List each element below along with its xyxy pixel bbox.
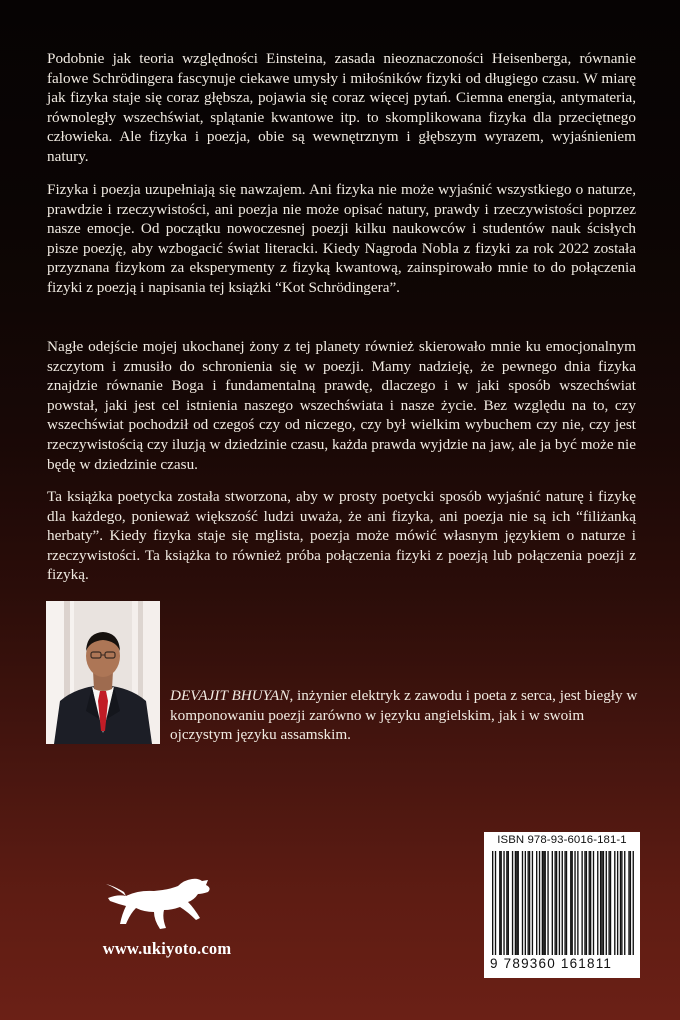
- blurb-paragraph-2: Fizyka i poezja uzupełniają się nawzajem. Ani fizyka nie może wyjaśnić wszystkiego o naturze, prawdzie i rzeczywistości, ani poezja nie może opisać natury, prawdy i rzeczywistości poprzez nasze emocje. Od początku nowoczesnej poezji kilku naukowców i studentów nauk ścisłych pisze poezję, aby wzbogacić świat literacki. Kiedy Nagroda Nobla z fizyki za rok 2022 została przyznana fizykom za eksperymenty z fizyką kwantową, zainspirowało mnie to do połączenia fizyki z poezją i napisania tej książki “Kot Schrödingera”.: [47, 181, 636, 296]
- barcode-bar: [630, 851, 631, 955]
- barcode-bar: [601, 851, 602, 955]
- isbn-label: ISBN 978-93-6016-181-1: [497, 834, 627, 846]
- barcode-bar: [503, 851, 504, 955]
- barcode-bar: [522, 851, 523, 955]
- barcode-bar: [584, 851, 585, 955]
- barcode-bar: [539, 851, 540, 955]
- author-photo: [46, 601, 160, 744]
- author-bio: [170, 686, 640, 745]
- barcode-bar: [610, 851, 611, 955]
- barcode-digits: 9 789360 161811: [490, 956, 613, 971]
- barcode-bar: [586, 851, 587, 955]
- barcode-bar: [547, 851, 548, 955]
- barcode-bar: [590, 851, 591, 955]
- barcode-bar: [624, 851, 625, 955]
- barcode-bar: [552, 851, 553, 955]
- barcode-bar: [628, 851, 629, 955]
- barcode-bar: [545, 851, 546, 955]
- barcode-bar: [617, 851, 618, 955]
- author-bio-text: , inżynier elektryk z zawodu i poeta z serca, jest biegły w komponowaniu poezji zarówno w języku angielskim, jak i w swoim ojczystym języku assamskim.: [170, 687, 638, 744]
- barcode-bar: [600, 851, 601, 955]
- isbn-barcode: [484, 832, 640, 978]
- barcode-bar: [556, 851, 557, 955]
- barcode-bar: [574, 851, 575, 955]
- barcode-bar: [525, 851, 526, 955]
- barcode-bar: [562, 851, 563, 955]
- barcode-bar: [608, 851, 609, 955]
- barcode-bar: [603, 851, 604, 955]
- barcode-bar: [542, 851, 543, 955]
- barcode-bar: [506, 851, 507, 955]
- barcode-bar: [597, 851, 598, 955]
- barcode-bar: [593, 851, 594, 955]
- barcode-bar: [518, 851, 519, 955]
- blurb-paragraph-1: Podobnie jak teoria względności Einsteina, zasada nieoznaczoności Heisenberga, równanie falowe Schrödingera fascynuje ciekawe umysły i miłośników fizyki od długiego czasu. W miarę jak fizyka staje się coraz głębsza, pojawia się coraz więcej pytań. Ciemna energia, antymateria, równoległy wszechświat, splątanie kwantowe itp. to skomplikowana fizyka dla przeciętnego człowieka. Ale fizyka i poezja, obie są wewnętrznym i głębszym wyrazem, wyjaśnieniem natury.: [47, 50, 636, 165]
- barcode-bar: [572, 851, 573, 955]
- barcode-bar: [577, 851, 578, 955]
- leaping-tiger-icon: [104, 874, 216, 930]
- barcode-bar: [516, 851, 517, 955]
- barcode-bar: [515, 851, 516, 955]
- barcode-bar: [512, 851, 513, 955]
- barcode-bar: [543, 851, 544, 955]
- barcode-bar: [620, 851, 621, 955]
- barcode-bar: [501, 851, 502, 955]
- barcode-bar: [581, 851, 582, 955]
- barcode-bar: [614, 851, 615, 955]
- barcode-bar: [570, 851, 571, 955]
- barcode-bar: [633, 851, 634, 955]
- publisher-website: www.ukiyoto.com: [102, 939, 232, 958]
- barcode-bar: [554, 851, 555, 955]
- barcode-bar: [508, 851, 509, 955]
- barcode-bar: [528, 851, 529, 955]
- barcode-bar: [606, 851, 607, 955]
- barcode-bar: [566, 851, 567, 955]
- barcode-bar: [589, 851, 590, 955]
- barcode-bar: [499, 851, 500, 955]
- blurb-paragraph-4: Ta książka poetycka została stworzona, aby w prosty poetycki sposób wyjaśnić naturę i fizykę dla każdego, ponieważ większość ludzi uważa, że ani fizyka, ani poezja nie są ich “filiżanką herbaty”. Kiedy fizyka staje się mglista, poezja może mówić własnym językiem o naturze i rzeczywistości. Ta książka to również próba połączenia fizyki z poezją lub połączenia poezji z fizyką.: [47, 488, 636, 584]
- barcode-bar: [495, 851, 496, 955]
- barcode-bar: [559, 851, 560, 955]
- barcode-bar: [621, 851, 622, 955]
- barcode-bar: [532, 851, 533, 955]
- barcode-bar: [529, 851, 530, 955]
- author-name: DEVAJIT BHUYAN: [170, 687, 290, 704]
- blurb-paragraph-3: Nagłe odejście mojej ukochanej żony z tej planety również skierowało mnie ku emocjonalnym szczytom i zmusiło do schronienia się w poezji. Mamy nadzieję, że pewnego dnia fizyka znajdzie równanie Boga i fundamentalną prawdę, dlaczego i w jaki sposób wszechświat powstał, jaki jest cel istnienia naszego wszechświata i nasze życie. Bez względu na to, czy wszechświat pochodził od czegoś czy od niczego, czy był wielkim wybuchem czy nie, czy jest rzeczywistością czy iluzją w dziedzinie czasu, każda prawda wyjdzie na jaw, ale ja być może nie będę w dziedzinie czasu.: [47, 338, 636, 473]
- barcode-bars: [492, 851, 634, 955]
- barcode-bar: [564, 851, 565, 955]
- barcode-bar: [492, 851, 493, 955]
- barcode-bar: [536, 851, 537, 955]
